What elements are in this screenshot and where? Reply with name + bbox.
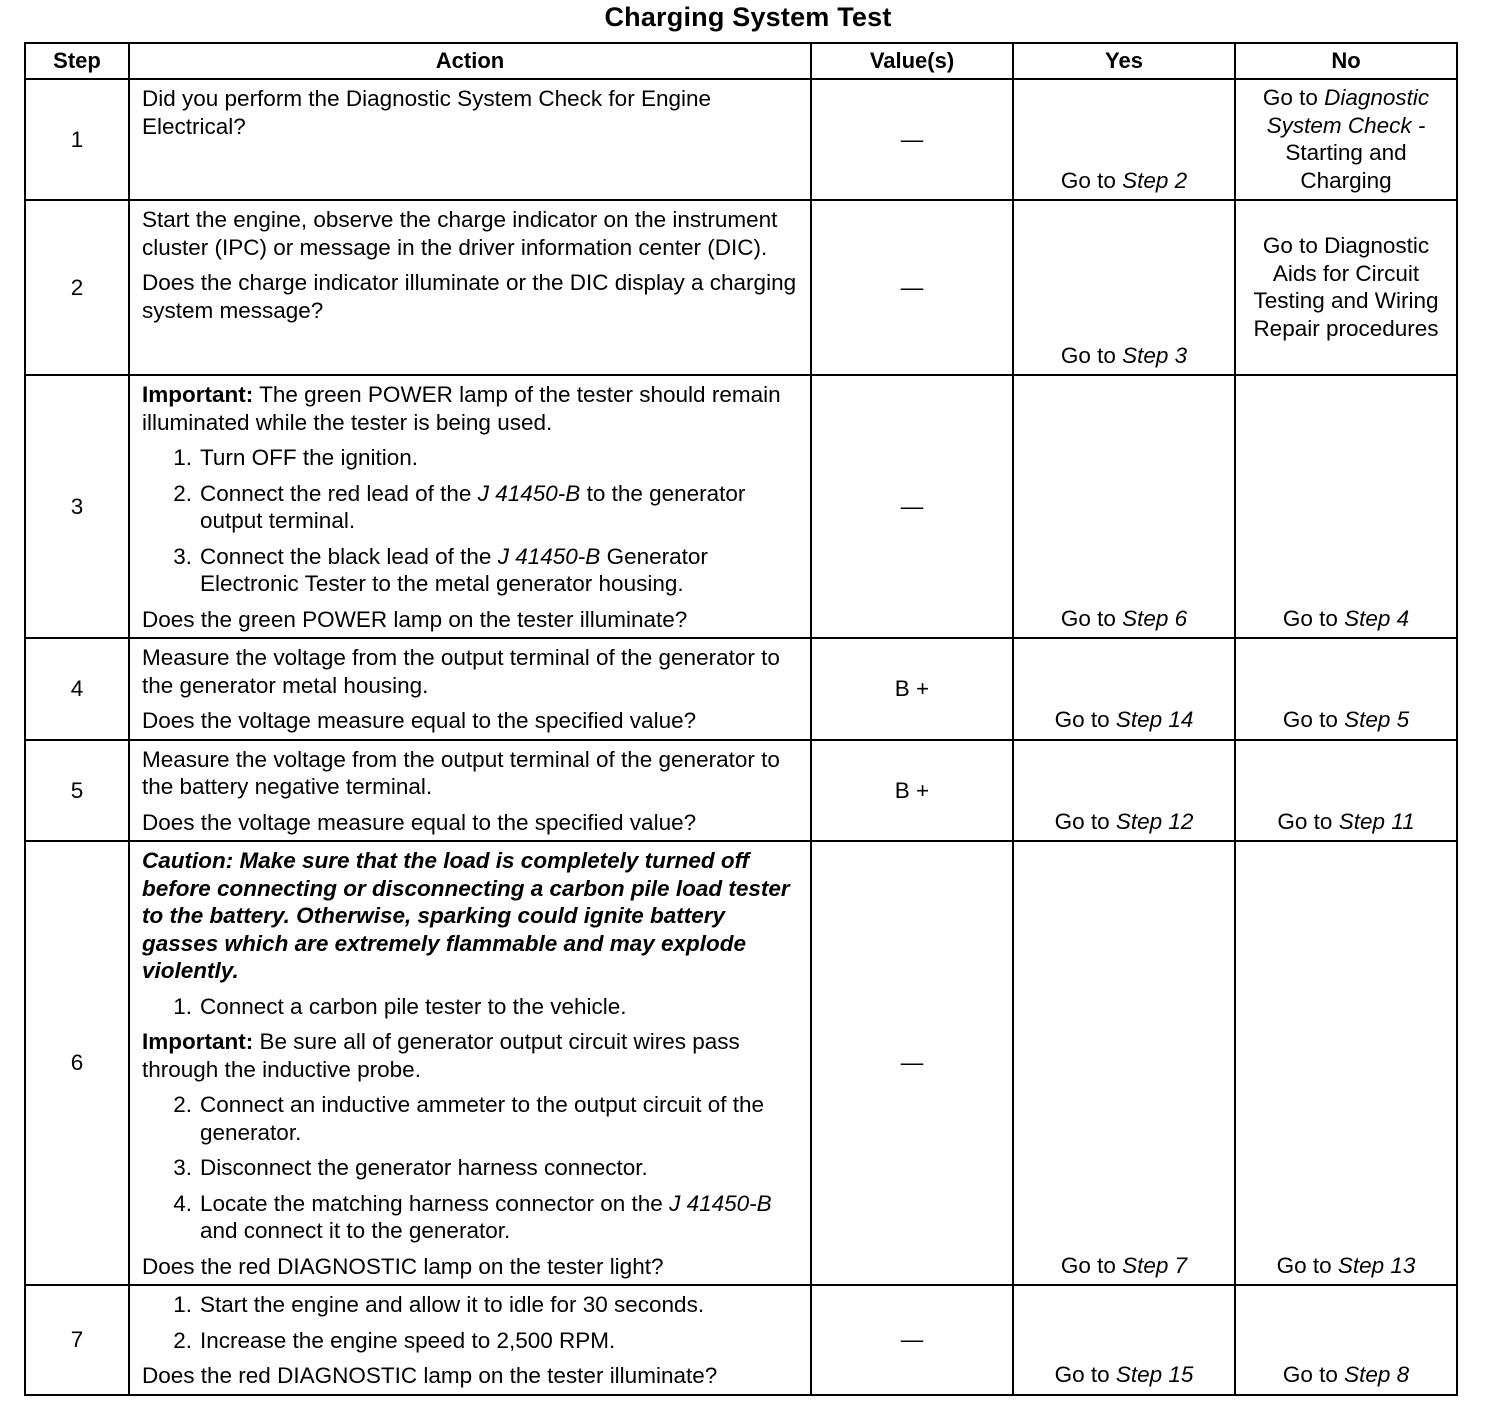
no-cell: Go to Step 4 — [1235, 375, 1457, 638]
action-text: Did you perform the Diagnostic System Check for Engine Electrical? — [142, 86, 712, 139]
value-cell: — — [811, 1285, 1013, 1395]
table-row-step-3 — [25, 375, 1457, 638]
list-item: 2. Increase the engine speed to 2,500 RPM. — [173, 1327, 616, 1353]
action-cell — [129, 200, 811, 375]
yes-cell: Go to Step 15 — [1013, 1285, 1235, 1395]
step-number: 2 — [25, 200, 129, 375]
step-link: Step 14 — [1115, 707, 1194, 732]
step-number: 1 — [25, 79, 129, 200]
action-cell — [129, 1285, 811, 1395]
charging-system-test-table — [24, 42, 1458, 1396]
step-link: Step 5 — [1344, 707, 1410, 732]
yes-cell: Go to Step 12 — [1013, 740, 1235, 842]
list-item: 3. Connect the black lead of the J 41450-B Generator Electronic Tester to the metal generator housing. — [173, 543, 708, 596]
list-item: 3. Disconnect the generator harness connector. — [173, 1155, 648, 1180]
document-title: Charging System Test — [604, 2, 892, 32]
step-link: Step 12 — [1115, 808, 1194, 834]
action-cell — [129, 79, 811, 200]
header-row — [25, 43, 1457, 79]
step-link: Step 13 — [1337, 1252, 1416, 1278]
step-number: 5 — [25, 740, 129, 842]
yes-cell: Go to Step 2 — [1013, 79, 1235, 200]
table-row-step-5 — [25, 740, 1457, 842]
value-cell: B + — [811, 740, 1013, 842]
action-cell — [129, 740, 811, 842]
yes-cell: Go to Step 6 — [1013, 375, 1235, 638]
no-cell: Go to Step 8 — [1235, 1285, 1457, 1395]
value-cell: — — [811, 841, 1013, 1285]
no-cell: Go to Step 11 — [1235, 740, 1457, 842]
header-step: Step — [25, 43, 129, 79]
value-cell: — — [811, 79, 1013, 200]
no-cell: Go to Step 5 — [1235, 638, 1457, 740]
step-link: Step 15 — [1115, 1362, 1194, 1387]
yes-cell: Go to Step 14 — [1013, 638, 1235, 740]
table-row-step-7 — [25, 1285, 1457, 1395]
tool-ref: J 41450-B — [497, 543, 601, 569]
step-link: Step 6 — [1122, 605, 1188, 631]
action-cell — [129, 375, 811, 638]
header-values: Value(s) — [811, 43, 1013, 79]
tool-ref: J 41450-B — [477, 480, 581, 506]
step-number: 3 — [25, 375, 129, 638]
header-yes: Yes — [1013, 43, 1235, 79]
step-number: 7 — [25, 1285, 129, 1395]
table-row-step-1 — [25, 79, 1457, 200]
important-note: Important: Be sure all of generator output circuit wires pass through the inductive probe. — [142, 1029, 740, 1082]
value-cell: — — [811, 375, 1013, 638]
question-text: Does the red DIAGNOSTIC lamp on the tester light? — [142, 1253, 664, 1279]
table-row-step-2 — [25, 200, 1457, 375]
value-cell: — — [811, 200, 1013, 375]
table-row-step-4 — [25, 638, 1457, 740]
list-item: 1. Start the engine and allow it to idle for 30 seconds. — [173, 1292, 705, 1317]
action-cell — [129, 638, 811, 740]
table-row-step-6 — [25, 841, 1457, 1285]
header-action: Action — [129, 43, 811, 79]
tool-ref: J 41450-B — [669, 1190, 772, 1216]
list-item: 1. Turn OFF the ignition. — [173, 445, 419, 470]
value-cell: B + — [811, 638, 1013, 740]
no-cell: Go to Diagnostic System Check - Starting and Charging — [1235, 79, 1457, 200]
step-number: 4 — [25, 638, 129, 740]
question-text: Does the green POWER lamp on the tester illuminate? — [142, 606, 688, 632]
step-link: Step 2 — [1122, 167, 1188, 193]
step-link: Step 3 — [1122, 342, 1188, 368]
step-link: Step 11 — [1338, 808, 1415, 834]
no-cell: Go to Step 13 — [1235, 841, 1457, 1285]
list-item: 4. Locate the matching harness connector on the J 41450-B and connect it to the generator. — [173, 1190, 772, 1243]
list-item: 2. Connect the red lead of the J 41450-B to the generator output terminal. — [173, 480, 746, 533]
caution-note: Caution: Make sure that the load is completely turned off before connecting or disconnecting a carbon pile load tester to the battery. Otherwise, sparking could ignite battery gasses which are extremely flammable and may explode violently. — [142, 848, 790, 983]
step-number: 6 — [25, 841, 129, 1285]
important-note: Important: The green POWER lamp of the tester should remain illuminated while the tester is being used. — [142, 382, 781, 435]
list-item: 1. Connect a carbon pile tester to the vehicle. — [173, 993, 627, 1019]
action-cell — [129, 841, 811, 1285]
step-link: Step 4 — [1344, 605, 1410, 631]
action-text: Start the engine, observe the charge indicator on the instrument cluster (IPC) or message in the driver information center (DIC). — [142, 207, 778, 260]
procedure-link: Diagnostic System Check - — [1266, 85, 1430, 138]
action-text: Measure the voltage from the output terminal of the generator to the battery negative terminal. — [142, 746, 780, 799]
step-link: Step 8 — [1344, 1362, 1410, 1387]
question-text: Does the voltage measure equal to the specified value? — [142, 809, 697, 835]
question-text: Does the voltage measure equal to the specified value? — [142, 708, 697, 733]
step-link: Step 7 — [1122, 1252, 1188, 1278]
list-item: 2. Connect an inductive ammeter to the output circuit of the generator. — [173, 1092, 765, 1145]
header-no: No — [1235, 43, 1457, 79]
question-text: Does the charge indicator illuminate or the DIC display a charging system message? — [142, 270, 797, 323]
yes-cell: Go to Step 3 — [1013, 200, 1235, 375]
no-cell: Go to Diagnostic Aids for Circuit Testing and Wiring Repair procedures — [1235, 200, 1457, 375]
question-text: Does the red DIAGNOSTIC lamp on the tester illuminate? — [142, 1363, 718, 1388]
yes-cell: Go to Step 7 — [1013, 841, 1235, 1285]
action-text: Measure the voltage from the output terminal of the generator to the generator metal housing. — [142, 645, 780, 698]
